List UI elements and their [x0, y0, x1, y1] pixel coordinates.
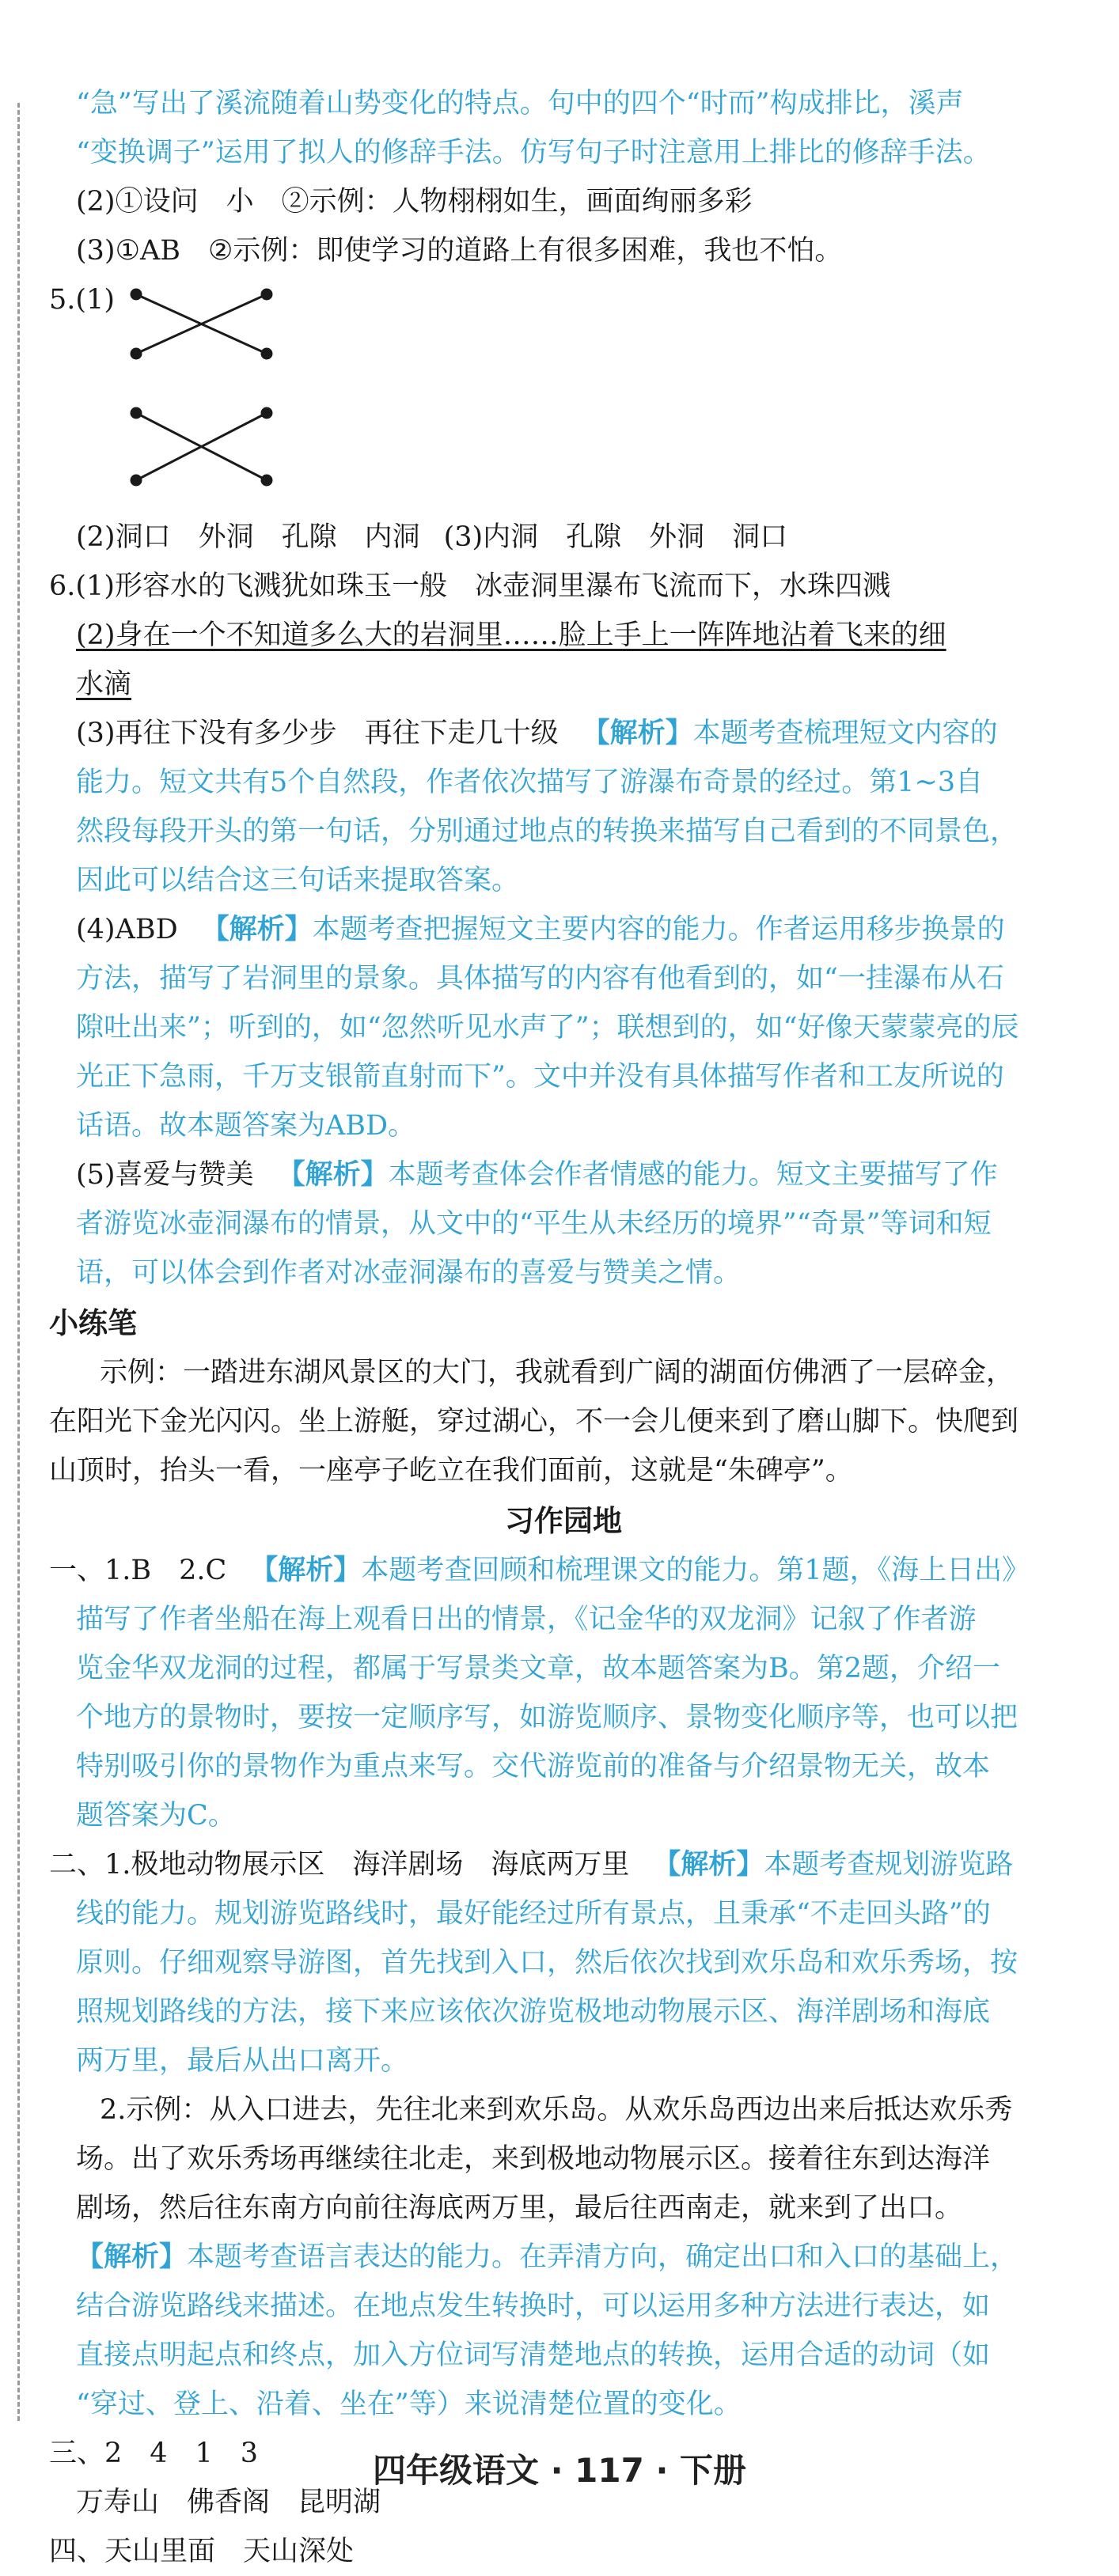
- analysis-tag: 【解析】: [201, 913, 313, 945]
- part1-answer: [49, 1546, 1078, 1595]
- q6-3-note-line-2: 能力。短文共有5个自然段，作者依次描写了游瀑布奇景的经过。第1~3自: [76, 767, 984, 798]
- analysis-tag: 【解析】: [76, 2241, 188, 2273]
- left-dot-2: [131, 349, 141, 358]
- q6-answer-1: 6.(1)形容水的飞溅犹如珠玉一般 冰壶洞里瀑布飞流而下，水珠四溅: [49, 570, 890, 602]
- part1-note: 本题考查回顾和梳理课文的能力。第1题，《海上日出》: [361, 1555, 1030, 1586]
- q6-answer-2-line-2: 水滴: [76, 669, 132, 700]
- practice-line-1: 示例：一踏进东湖风景区的大门，我就看到广阔的湖面仿佛洒了一层碎金，: [100, 1357, 1015, 1388]
- q4-answer-2: (2)①设问 小 ②示例：人物栩栩如生，画面绚丽多彩: [76, 186, 753, 218]
- q6-5-note-line-2: 者游览冰壶洞瀑布的情景，从文中的“平生从未经历的境界”“奇景”等词和短: [76, 1208, 992, 1240]
- q6-answer-5-text: (5)喜爱与赞美: [76, 1159, 254, 1191]
- part2-answer-2-line-2: 场。出了欢乐秀场再继续往北走，来到极地动物展示区。接着往东到达海洋: [76, 2143, 991, 2175]
- q6-3-note-line-4: 因此可以结合这三句话来提取答案。: [76, 865, 520, 896]
- right-dot-3: [262, 408, 271, 418]
- q4-note-line-2: “变换调子”运用了拟人的修辞手法。仿写句子时注意用上排比的修辞手法。: [76, 137, 991, 169]
- part2-note-2-line-1: 本题考查语言表达的能力。在弄清方向，确定出口和入口的基础上，: [187, 2241, 1018, 2273]
- q6-3-note-line-3: 然段每段开头的第一句话，分别通过地点的转换来描写自己看到的不同景色，: [76, 816, 1018, 847]
- right-dot-2: [262, 349, 271, 358]
- q6-5-note: 本题考查体会作者情感的能力。短文主要描写了作: [388, 1159, 998, 1191]
- part2-note-1-line-4: 照规划路线的方法，接下来应该依次游览极地动物展示区、海洋剧场和海底: [76, 1996, 991, 2028]
- left-dot-3: [131, 408, 141, 418]
- q5-label: 5.(1): [49, 284, 115, 316]
- page-footer: 四年级语文 · 117 · 下册: [372, 2451, 747, 2490]
- section-title: 习作园地: [505, 1503, 622, 1538]
- part2-note-1-line-5: 两万里，最后从出口离开。: [76, 2045, 409, 2077]
- q5-answer-3: (3)内洞 孔隙 外洞 洞口: [443, 521, 788, 553]
- q4-note-line-1: “急”写出了溪流随着山势变化的特点。句中的四个“时而”构成排比，溪声: [76, 88, 964, 119]
- left-dot-1: [131, 290, 141, 299]
- binding-margin-line: [17, 103, 20, 2421]
- part2-note-2-line-3: 直接点明起点和终点，加入方位词写清楚地点的转换，运用合适的动词（如: [76, 2339, 991, 2371]
- q6-4-note: 本题考查把握短文主要内容的能力。作者运用移步换景的: [312, 914, 1005, 945]
- practice-line-3: 山顶时，抬头一看，一座亭子屹立在我们面前，这就是“朱碑亭”。: [49, 1455, 853, 1487]
- part1-note-line-3: 览金华双龙洞的过程，都属于写景类文章，故本题答案为B。第2题，介绍一: [76, 1653, 1000, 1684]
- right-dot-4: [262, 475, 271, 485]
- analysis-tag: 【解析】: [582, 717, 693, 749]
- part2-note-1-line-3: 原则。仔细观察导游图，首先找到入口，然后依次找到欢乐岛和欢乐秀场，按: [76, 1947, 1018, 1979]
- analysis-tag: 【解析】: [653, 1848, 764, 1881]
- q6-answer-4: [49, 905, 1078, 954]
- analysis-tag: 【解析】: [277, 1158, 389, 1191]
- answer-page: [49, 79, 1078, 2576]
- part3-answer-line-2: 万寿山 佛香阁 昆明湖: [76, 2487, 381, 2518]
- q5-matching: [49, 275, 1078, 513]
- q6-4-note-line-4: 光正下急雨，千万支银箭直射而下”。文中并没有具体描写作者和工友所说的: [76, 1061, 1004, 1093]
- q6-answer-3: [49, 709, 1078, 758]
- q5-matching-lines: [128, 286, 279, 500]
- q5-answer-2: (2)洞口 外洞 孔隙 内洞: [76, 521, 420, 553]
- analysis-tag: 【解析】: [250, 1554, 362, 1586]
- part2-note-2: [49, 2233, 1078, 2282]
- q6-answer-2-line-1: (2)身在一个不知道多么大的岩洞里……脸上手上一阵阵地沾着飞来的细: [76, 619, 946, 651]
- left-dot-4: [131, 475, 141, 485]
- right-dot-1: [262, 290, 271, 299]
- part2-note-1: 本题考查规划游览路: [764, 1849, 1014, 1881]
- q6-5-note-line-3: 语，可以体会到作者对冰壶洞瀑布的喜爱与赞美之情。: [76, 1257, 742, 1289]
- q6-4-note-line-3: 隙吐出来”；听到的，如“忽然听见水声了”；联想到的，如“好像天蒙蒙亮的辰: [76, 1012, 1019, 1044]
- q6-answer-3-text: (3)再往下没有多少步 再往下走几十级: [76, 718, 559, 749]
- part2-answer-2-line-3: 剧场，然后往东南方向前往海底两万里，最后往西南走，就来到了出口。: [76, 2192, 963, 2224]
- q4-answer-3: (3)①AB ②示例：即使学习的道路上有很多困难，我也不怕。: [76, 235, 843, 267]
- q6-answer-5: [49, 1150, 1078, 1199]
- practice-heading: 小练笔: [49, 1305, 137, 1340]
- part4-answer: 四、天山里面 天山深处: [49, 2536, 355, 2567]
- q6-4-note-line-2: 方法，描写了岩洞里的景象。具体描写的内容有他看到的，如“一挂瀑布从石: [76, 963, 1004, 994]
- part2-note-2-line-2: 结合游览路线来描述。在地点发生转换时，可以运用多种方法进行表达，如: [76, 2290, 991, 2322]
- part1-note-line-6: 题答案为C。: [76, 1800, 236, 1832]
- q6-4-note-line-5: 话语。故本题答案为ABD。: [76, 1110, 416, 1142]
- part1-note-line-4: 个地方的景物时，要按一定顺序写，如游览顺序、景物变化顺序等，也可以把: [76, 1702, 1018, 1733]
- part1-answer-text: 一、1.B 2.C: [49, 1555, 227, 1586]
- practice-line-2: 在阳光下金光闪闪。坐上游艇，穿过湖心，不一会儿便来到了磨山脚下。快爬到: [49, 1406, 1019, 1438]
- part2-answer-1: [49, 1840, 1078, 1889]
- part2-note-2-line-4: “穿过、登上、沿着、坐在”等）来说清楚位置的变化。: [76, 2388, 742, 2420]
- part2-note-1-line-2: 线的能力。规划游览路线时，最好能经过所有景点，且秉承“不走回头路”的: [76, 1898, 991, 1930]
- part2-answer-1-text: 二、1.极地动物展示区 海洋剧场 海底两万里: [49, 1849, 630, 1881]
- q6-3-note: 本题考查梳理短文内容的: [692, 718, 998, 749]
- q5-answers: [49, 513, 1078, 562]
- part2-answer-2-line-1: 2.示例：从入口进去，先往北来到欢乐岛。从欢乐岛西边出来后抵达欢乐秀: [100, 2094, 1013, 2126]
- q6-answer-4-text: (4)ABD: [76, 914, 178, 945]
- part3-answer-line-1: 三、2 4 1 3: [49, 2438, 259, 2469]
- part1-note-line-2: 描写了作者坐船在海上观看日出的情景，《记金华的双龙洞》记叙了作者游: [76, 1604, 977, 1635]
- part1-note-line-5: 特别吸引你的景物作为重点来写。交代游览前的准备与介绍景物无关，故本: [76, 1751, 991, 1782]
